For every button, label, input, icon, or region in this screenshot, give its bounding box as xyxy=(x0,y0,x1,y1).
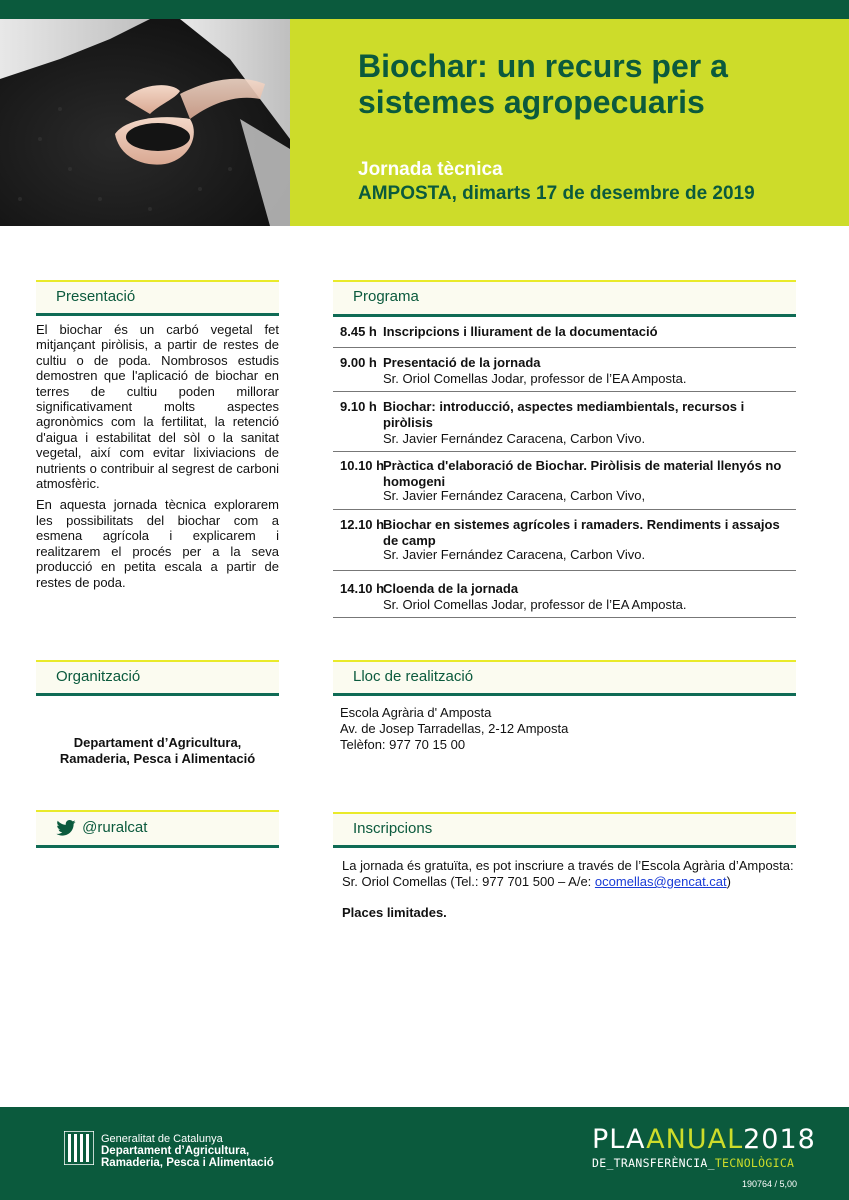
pla-sub-1: DE_TRANSFERÈNCIA_ xyxy=(592,1156,715,1170)
program-title: Biochar en sistemes agrícoles i ramaders. Rendiments i assajos de camp xyxy=(383,517,780,548)
program-time: 9.00 h xyxy=(340,355,377,370)
organitzacio-line-1: Departament d’Agricultura, xyxy=(73,735,242,750)
lloc-street: Av. de Josep Tarradellas, 2-12 Amposta xyxy=(340,721,569,736)
inscripcions-line-2 xyxy=(342,874,802,890)
program-item xyxy=(333,399,796,452)
department-line-2: Ramaderia, Pesca i Alimentació xyxy=(101,1157,274,1169)
inscripcions-text xyxy=(342,858,802,890)
department-line-1: Departament d’Agricultura, xyxy=(101,1145,250,1157)
programa-heading: Programa xyxy=(333,280,796,317)
lloc-address xyxy=(340,705,568,753)
twitter-bird-icon xyxy=(56,820,76,836)
program-speaker: Sr. Javier Fernández Caracena, Carbon Vivo, xyxy=(383,488,646,503)
generalitat-name: Generalitat de Catalunya xyxy=(101,1133,223,1145)
program-title: Biochar: introducció, aspectes mediambientals, recursos i piròlisis xyxy=(383,399,745,430)
organitzacio-line-2: Ramaderia, Pesca i Alimentació xyxy=(59,751,256,766)
program-speaker: Sr. Javier Fernández Caracena, Carbon Vivo. xyxy=(383,431,646,446)
document-code: 190764 / 5,00 xyxy=(741,1179,797,1189)
program-speaker: Sr. Oriol Comellas Jodar, professor de l’EA Amposta. xyxy=(383,371,687,386)
program-title: Pràctica d'elaboració de Biochar. Piròlisis de material llenyós no homogeni xyxy=(383,458,782,489)
pla-sub-2: TECNOLÒGICA xyxy=(714,1156,795,1170)
presentacio-paragraph-1: El biochar és un carbó vegetal fet mitjançant piròlisis, a partir de restes de cultiu o de poda. Nombrosos estudis demostren que l'aplicació de biochar en terres de cultiu poden millorar significativament molts aspectes agronòmics com la fertilitat, la retenció d'aigua i estabilitat del sòl o la sanitat vegetal, així com evitar lixiviacions de nutrients o contribuir al segrest de carboni atmosfèric. xyxy=(36,322,279,492)
contact-email-link[interactable]: ocomellas@gencat.cat xyxy=(594,874,727,889)
event-type: Jornada tècnica xyxy=(358,159,503,180)
program-item xyxy=(333,517,796,571)
lloc-phone: Telèfon: 977 70 15 00 xyxy=(340,737,466,752)
inscripcions-line-1: La jornada és gratuïta, es pot inscriure a través de l’Escola Agrària d’Amposta: xyxy=(342,858,794,873)
lloc-heading: Lloc de realització xyxy=(333,660,796,696)
program-title: Cloenda de la jornada xyxy=(383,581,519,596)
presentacio-paragraph-2: En aquesta jornada tècnica explorarem les possibilitats del biochar com a esmena agrícola i explicarem i realitzarem el procés per a la seva producció en petita escala a partir de restes de poda. xyxy=(36,497,279,590)
program-time: 8.45 h xyxy=(340,324,377,339)
pla-year: 2018 xyxy=(743,1124,816,1155)
program-title: Presentació de la jornada xyxy=(383,355,541,370)
presentacio-text xyxy=(36,322,279,596)
program-speaker: Sr. Oriol Comellas Jodar, professor de l’EA Amposta. xyxy=(383,597,687,612)
biochar-hands-photo xyxy=(0,19,290,226)
lloc-school: Escola Agrària d' Amposta xyxy=(340,705,492,720)
program-title: Inscripcions i lliurament de la documentació xyxy=(383,324,658,339)
organitzacio-text xyxy=(36,735,279,767)
program-item xyxy=(333,581,796,618)
inscripcions-contact-end: ) xyxy=(726,874,731,889)
program-time: 10.10 h xyxy=(340,458,385,473)
generalitat-text xyxy=(101,1133,274,1169)
program-item xyxy=(333,355,796,392)
presentacio-heading: Presentació xyxy=(36,280,279,316)
anual-text: ANUAL xyxy=(646,1124,744,1155)
biochar-hands-photo-illustration xyxy=(0,19,290,226)
event-subtitle xyxy=(358,158,755,206)
program-time: 12.10 h xyxy=(340,517,385,532)
top-bar xyxy=(0,0,849,19)
program-item xyxy=(333,458,796,510)
organitzacio-heading: Organització xyxy=(36,660,279,696)
pla-anual-subtitle xyxy=(592,1156,794,1170)
pla-text: PLA xyxy=(592,1124,647,1155)
program-time: 9.10 h xyxy=(340,399,377,414)
program-item xyxy=(333,324,796,348)
page-title: Biochar: un recurs per a sistemes agropecuaris xyxy=(358,48,728,120)
program-speaker: Sr. Javier Fernández Caracena, Carbon Vivo. xyxy=(383,547,646,562)
pla-anual-logo xyxy=(592,1125,816,1155)
generalitat-logo-icon xyxy=(64,1131,94,1165)
program-time: 14.10 h xyxy=(340,581,385,596)
twitter-box[interactable] xyxy=(36,810,279,848)
event-date-location: AMPOSTA, dimarts 17 de desembre de 2019 xyxy=(358,183,755,204)
inscripcions-contact: Sr. Oriol Comellas (Tel.: 977 701 500 – A/e: xyxy=(342,874,595,889)
places-limitades: Places limitades. xyxy=(342,905,447,920)
footer xyxy=(0,1107,849,1200)
twitter-handle: @ruralcat xyxy=(82,819,148,836)
inscripcions-heading: Inscripcions xyxy=(333,812,796,848)
